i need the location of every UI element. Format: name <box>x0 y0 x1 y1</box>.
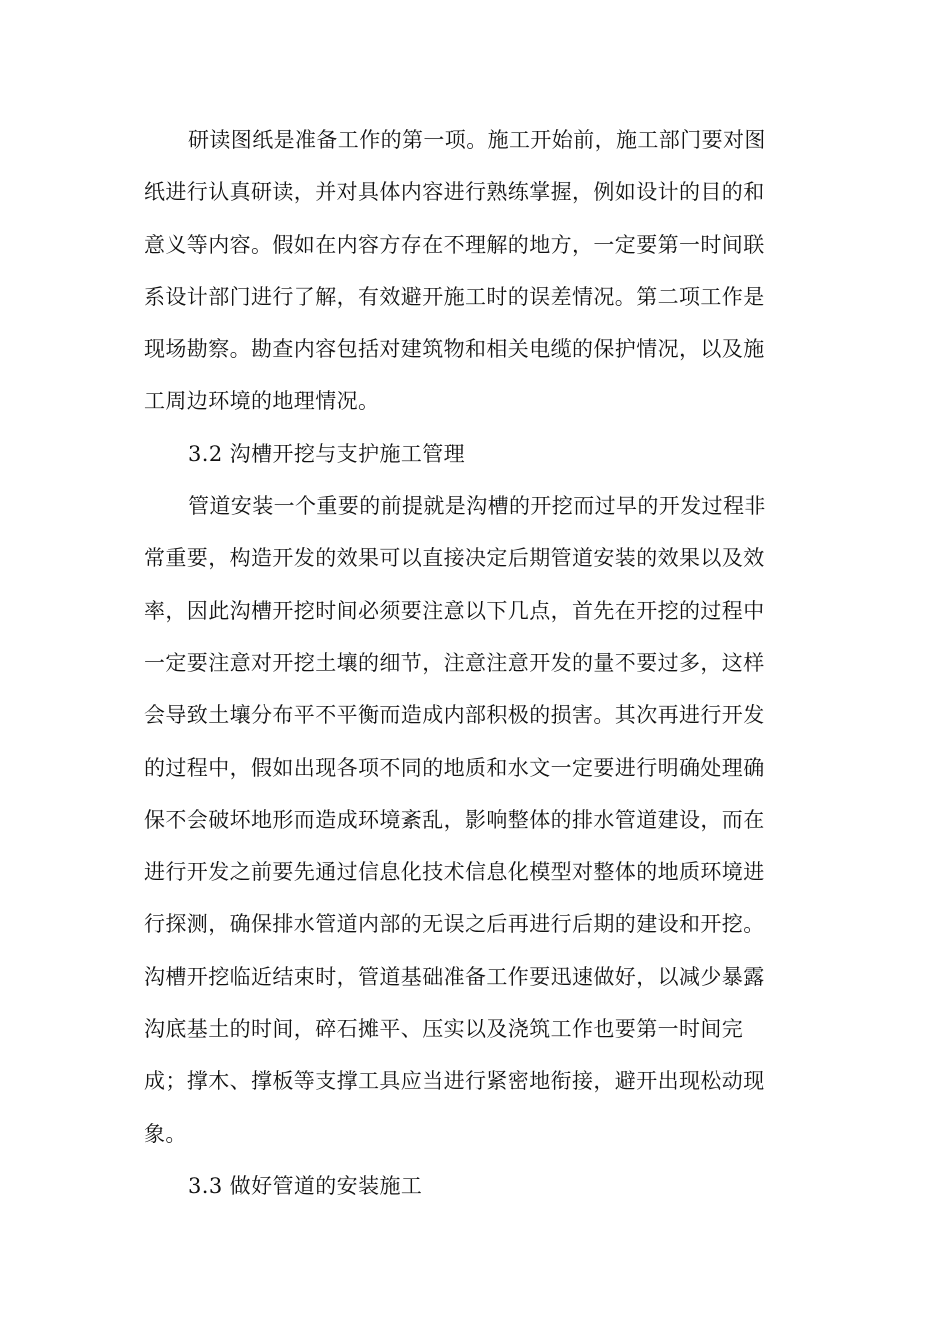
paragraph-drawing-review <box>144 114 794 428</box>
paragraph-line: 率，因此沟槽开挖时间必须要注意以下几点，首先在开挖的过程中 <box>144 598 765 623</box>
paragraph-line: 意义等内容。假如在内容方存在不理解的地方，一定要第一时间联 <box>144 232 765 257</box>
paragraph-line: 成；撑木、撑板等支撑工具应当进行紧密地衔接，避开出现松动现 <box>144 1069 765 1094</box>
paragraph-line: 进行开发之前要先通过信息化技术信息化模型对整体的地质环境进 <box>144 860 765 885</box>
paragraph-line: 沟底基土的时间，碎石摊平、压实以及浇筑工作也要第一时间完 <box>144 1017 744 1042</box>
text-column <box>144 114 794 1212</box>
paragraph-line: 纸进行认真研读，并对具体内容进行熟练掌握，例如设计的目的和 <box>144 180 765 205</box>
paragraph-line: 系设计部门进行了解，有效避开施工时的误差情况。第二项工作是 <box>144 284 765 309</box>
paragraph-line: 一定要注意对开挖土壤的细节，注意注意开发的量不要过多，这样 <box>144 650 765 675</box>
paragraph-line: 常重要，构造开发的效果可以直接决定后期管道安装的效果以及效 <box>144 546 765 571</box>
section-heading-3-3: 3.3 做好管道的安装施工 <box>188 1173 423 1198</box>
paragraph-line: 工周边环境的地理情况。 <box>144 389 380 414</box>
paragraph-line: 象。 <box>144 1121 187 1146</box>
paragraph-line: 的过程中，假如出现各项不同的地质和水文一定要进行明确处理确 <box>144 755 765 780</box>
paragraph-line: 沟槽开挖临近结束时，管道基础准备工作要迅速做好，以减少暴露 <box>144 964 765 989</box>
section-heading-3-2: 3.2 沟槽开挖与支护施工管理 <box>188 441 466 466</box>
paragraph-trench-excavation <box>144 480 794 1160</box>
paragraph-line: 现场勘察。勘查内容包括对建筑物和相关电缆的保护情况，以及施 <box>144 337 765 362</box>
paragraph-line: 会导致土壤分布平不平衡而造成内部积极的损害。其次再进行开发 <box>144 703 765 728</box>
paragraph-line: 研读图纸是准备工作的第一项。施工开始前，施工部门要对图 <box>188 128 766 152</box>
paragraph-line: 管道安装一个重要的前提就是沟槽的开挖而过早的开发过程非 <box>188 494 766 519</box>
paragraph-line: 保不会破坏地形而造成环境紊乱，影响整体的排水管道建设，而在 <box>144 807 765 832</box>
paragraph-line: 行探测，确保排水管道内部的无误之后再进行后期的建设和开挖。 <box>144 912 765 937</box>
